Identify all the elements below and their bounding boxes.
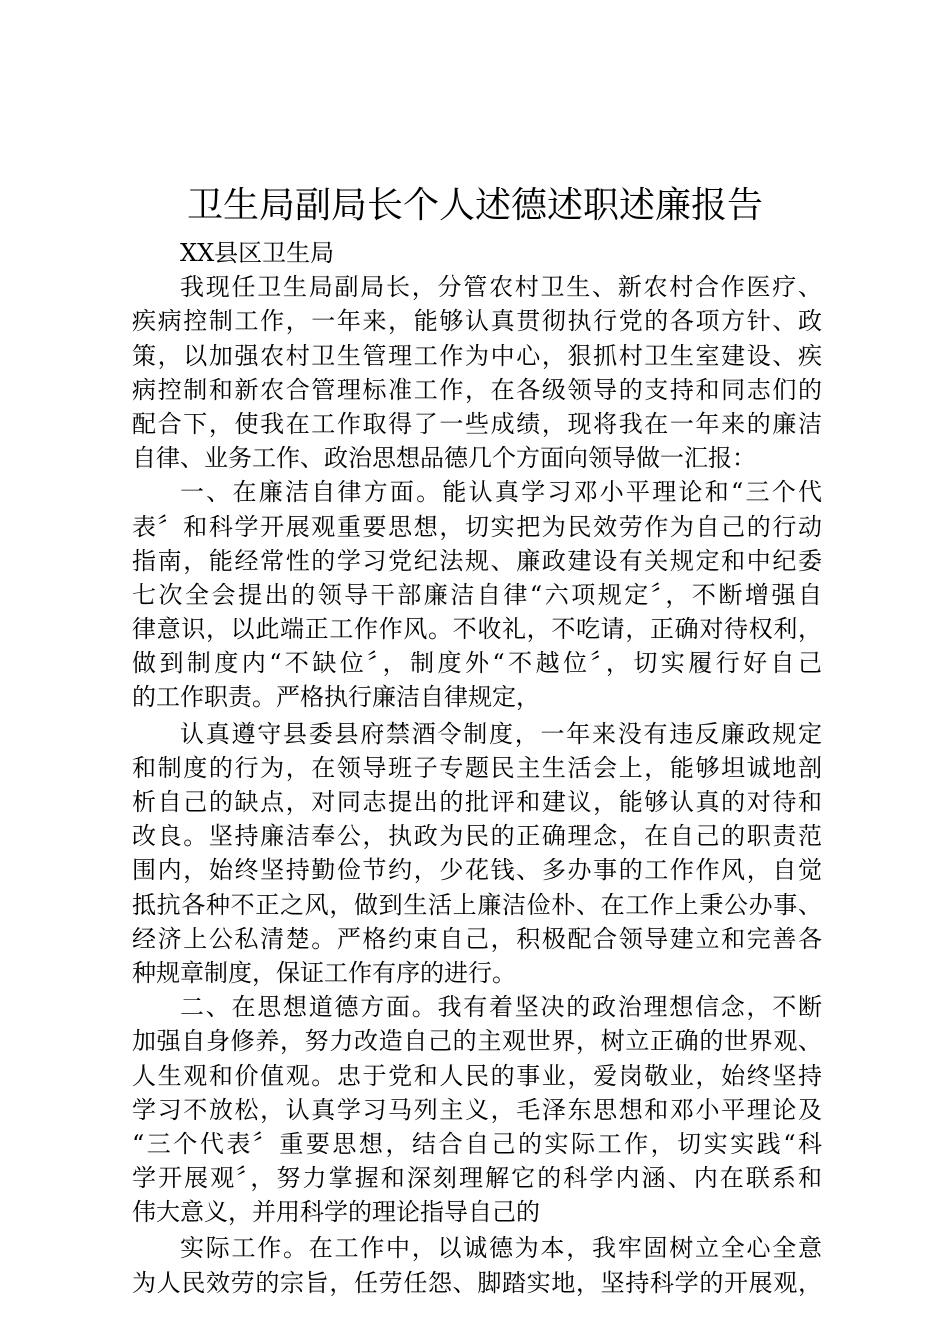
paragraph-1-line-1: 我现任卫生局副局长，分管农村卫生、新农村合作医疗、: [180, 273, 822, 302]
paragraph-1-line-3: 策，以加强农村卫生管理工作为中心，狠抓村卫生室建设、疾: [132, 341, 822, 370]
paragraph-3-line-1: 认真遵守县委县府禁酒令制度，一年来没有违反廉政规定: [180, 719, 822, 748]
paragraph-4-line-1: 二、在思想道德方面。我有着坚决的政治理想信念，不断: [180, 993, 822, 1022]
org-line: XX县区卫生局: [180, 239, 335, 267]
paragraph-3-line-7: 经济上公私清楚。严格约束自己，积极配合领导建立和完善各: [132, 924, 822, 953]
paragraph-2-line-6: 做到制度内“不缺位〞，制度外“不越位〞，切实履行好自己: [132, 649, 822, 678]
paragraph-4-line-6: 学开展观〞，努力掌握和深刻理解它的科学内涵、内在联系和: [132, 1164, 822, 1193]
paragraph-4-line-2: 加强自身修养，努力改造自己的主观世界，树立正确的世界观、: [132, 1027, 822, 1056]
paragraph-3-line-5: 围内，始终坚持勤俭节约，少花钱、多办事的工作作风，自觉: [132, 856, 822, 885]
paragraph-2-line-2: 表〞和科学开展观重要思想，切实把为民效劳作为自己的行动: [132, 512, 822, 541]
paragraph-4-line-7: 伟大意义，并用科学的理论指导自己的: [132, 1198, 540, 1227]
paragraph-4-line-5: “三个代表〞重要思想，结合自己的实际工作，切实实践“科: [132, 1129, 822, 1158]
paragraph-1-line-4: 病控制和新农合管理标准工作，在各级领导的支持和同志们的: [132, 375, 822, 404]
paragraph-2-line-5: 律意识，以此端正工作作风。不收礼，不吃请，正确对待权利，: [132, 615, 822, 644]
document-title: 卫生局副局长个人述德述职述廉报告: [186, 185, 763, 226]
paragraph-4-line-4: 学习不放松，认真学习马列主义，毛泽东思想和邓小平理论及: [132, 1095, 822, 1124]
paragraph-4-line-3: 人生观和价值观。忠于党和人民的事业，爱岗敬业，始终坚持: [132, 1061, 822, 1090]
paragraph-5-line-1: 实际工作。在工作中，以诚德为本，我牢固树立全心全意: [180, 1234, 822, 1263]
paragraph-1-line-2: 疾病控制工作，一年来，能够认真贯彻执行党的各项方针、政: [132, 307, 822, 336]
paragraph-1-line-5: 配合下，使我在工作取得了一些成绩，现将我在一年来的廉洁: [132, 409, 822, 438]
paragraph-3-line-6: 抵抗各种不正之风，做到生活上廉洁俭朴、在工作上秉公办事、: [132, 890, 822, 919]
paragraph-1-line-6: 自律、业务工作、政治思想品德几个方面向领导做一汇报：: [132, 444, 756, 473]
paragraph-2-line-4: 七次全会提出的领导干部廉洁自律“六项规定〞，不断增强自: [132, 580, 822, 609]
paragraph-2-line-3: 指南，能经常性的学习党纪法规、廉政建设有关规定和中纪委: [132, 546, 822, 575]
document-body: [132, 236, 822, 1300]
paragraph-3-line-4: 改良。坚持廉洁奉公，执政为民的正确理念，在自己的职责范: [132, 822, 822, 851]
paragraph-3-line-2: 和制度的行为，在领导班子专题民主生活会上，能够坦诚地剖: [132, 753, 822, 782]
paragraph-3-line-8: 种规章制度，保证工作有序的进行。: [132, 958, 516, 987]
paragraph-2-line-7: 的工作职责。严格执行廉洁自律规定，: [132, 683, 540, 712]
paragraph-3-line-3: 析自己的缺点，对同志提出的批评和建议，能够认真的对待和: [132, 788, 822, 816]
paragraph-2-line-1: 一、在廉洁自律方面。能认真学习邓小平理论和“三个代: [180, 478, 822, 507]
paragraph-5-line-2: 为人民效劳的宗旨，任劳任怨、脚踏实地，坚持科学的开展观，: [132, 1268, 822, 1297]
